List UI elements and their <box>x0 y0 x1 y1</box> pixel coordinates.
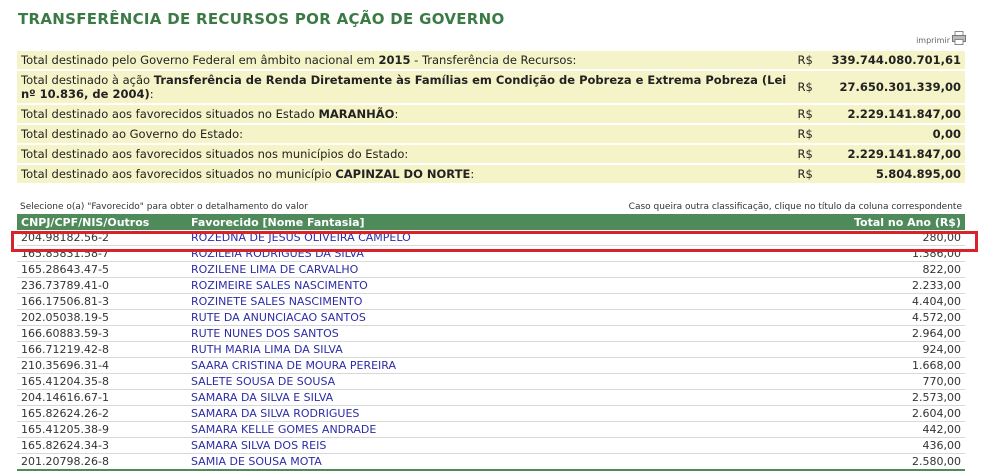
summary-label-text: : <box>470 167 475 181</box>
summary-label-text: Total destinado pelo Governo Federal em âmbito nacional em <box>21 53 379 67</box>
cell-total: 280,00 <box>704 230 965 246</box>
table-row[interactable] <box>17 358 965 374</box>
summary-table <box>17 49 965 185</box>
cell-id: 202.05038.19-5 <box>17 310 187 326</box>
cell-total: 2.233,00 <box>704 278 965 294</box>
beneficiary-link[interactable]: SAMARA KELLE GOMES ANDRADE <box>191 423 377 436</box>
summary-currency: R$ <box>794 165 828 183</box>
cell-name <box>187 342 704 358</box>
cell-id: 165.41205.38-9 <box>17 422 187 438</box>
table-row[interactable] <box>17 406 965 422</box>
cell-total: 1.668,00 <box>704 358 965 374</box>
cell-id: 165.82624.26-2 <box>17 406 187 422</box>
summary-row <box>17 105 965 123</box>
column-header-name[interactable]: Favorecido [Nome Fantasia] <box>187 214 704 230</box>
page-title: TRANSFERÊNCIA DE RECURSOS POR AÇÃO DE GOVERNO <box>18 10 505 28</box>
beneficiary-link[interactable]: SALETE SOUSA DE SOUSA <box>191 375 336 388</box>
summary-value: 2.229.141.847,00 <box>828 145 966 163</box>
cell-total: 4.572,00 <box>704 310 965 326</box>
table-row[interactable] <box>17 310 965 326</box>
summary-label <box>17 165 794 183</box>
cell-id: 201.20798.26-8 <box>17 454 187 471</box>
printer-icon <box>952 31 966 45</box>
table-row[interactable] <box>17 342 965 358</box>
table-row[interactable] <box>17 374 965 390</box>
cell-name <box>187 406 704 422</box>
sort-hint: Caso queira outra classificação, clique no título da coluna correspondente <box>628 202 962 212</box>
cell-id: 204.98182.56-2 <box>17 230 187 246</box>
summary-label <box>17 51 794 69</box>
beneficiaries-table <box>17 214 965 471</box>
cell-name <box>187 262 704 278</box>
summary-label-text: Total destinado aos favorecidos situados no município <box>21 167 336 181</box>
cell-id: 166.71219.42-8 <box>17 342 187 358</box>
summary-value: 339.744.080.701,61 <box>828 51 966 69</box>
cell-id: 165.85831.58-7 <box>17 246 187 262</box>
beneficiary-link[interactable]: ROZILENE LIMA DE CARVALHO <box>191 263 359 276</box>
summary-label-emphasis: CAPINZAL DO NORTE <box>335 167 471 181</box>
print-button[interactable] <box>916 31 966 45</box>
cell-id: 165.82624.34-3 <box>17 438 187 454</box>
cell-total: 822,00 <box>704 262 965 278</box>
select-hint: Selecione o(a) "Favorecido" para obter o detalhamento do valor <box>20 202 308 212</box>
cell-name <box>187 294 704 310</box>
summary-label <box>17 71 794 103</box>
cell-total: 924,00 <box>704 342 965 358</box>
summary-currency: R$ <box>794 125 828 143</box>
beneficiary-link[interactable]: RUTE DA ANUNCIACAO SANTOS <box>191 311 366 324</box>
table-header-row <box>17 214 965 230</box>
summary-currency: R$ <box>794 71 828 103</box>
cell-total: 2.580,00 <box>704 454 965 471</box>
summary-value: 5.804.895,00 <box>828 165 966 183</box>
table-row[interactable] <box>17 230 965 246</box>
beneficiary-link[interactable]: SAMARA DA SILVA RODRIGUES <box>191 407 360 420</box>
cell-total: 4.404,00 <box>704 294 965 310</box>
beneficiary-link[interactable]: SAMIA DE SOUSA MOTA <box>191 455 322 468</box>
cell-name <box>187 278 704 294</box>
summary-label-text: Total destinado aos favorecidos situados no Estado <box>21 107 319 121</box>
cell-total: 1.386,00 <box>704 246 965 262</box>
cell-id: 166.17506.81-3 <box>17 294 187 310</box>
table-row[interactable] <box>17 438 965 454</box>
summary-label-text: Total destinado à ação <box>21 73 154 87</box>
summary-label <box>17 145 794 163</box>
beneficiary-link[interactable]: SAMARA DA SILVA E SILVA <box>191 391 334 404</box>
cell-id: 210.35696.31-4 <box>17 358 187 374</box>
summary-label-text: Total destinado aos favorecidos situados nos municípios do Estado: <box>21 147 409 161</box>
summary-row <box>17 125 965 143</box>
summary-currency: R$ <box>794 145 828 163</box>
cell-total: 442,00 <box>704 422 965 438</box>
summary-label-text: : <box>394 107 399 121</box>
cell-name <box>187 358 704 374</box>
summary-value: 27.650.301.339,00 <box>828 71 966 103</box>
print-label: imprimir <box>916 36 950 45</box>
table-row[interactable] <box>17 390 965 406</box>
table-row[interactable] <box>17 454 965 471</box>
cell-id: 165.41204.35-8 <box>17 374 187 390</box>
summary-value: 0,00 <box>828 125 966 143</box>
table-row[interactable] <box>17 278 965 294</box>
cell-name <box>187 438 704 454</box>
column-header-total[interactable]: Total no Ano (R$) <box>704 214 965 230</box>
cell-name <box>187 454 704 471</box>
beneficiary-link[interactable]: ROZIMEIRE SALES NASCIMENTO <box>191 279 368 292</box>
summary-label-text: : <box>149 87 154 101</box>
beneficiary-link[interactable]: RUTE NUNES DOS SANTOS <box>191 327 339 340</box>
cell-id: 236.73789.41-0 <box>17 278 187 294</box>
table-row[interactable] <box>17 262 965 278</box>
cell-name <box>187 230 704 246</box>
cell-name <box>187 422 704 438</box>
cell-id: 204.14616.67-1 <box>17 390 187 406</box>
cell-id: 165.28643.47-5 <box>17 262 187 278</box>
summary-row <box>17 71 965 103</box>
cell-name <box>187 246 704 262</box>
beneficiary-link[interactable]: SAMARA SILVA DOS REIS <box>191 439 327 452</box>
summary-label-emphasis: 2015 <box>378 53 411 67</box>
cell-name <box>187 326 704 342</box>
summary-label-emphasis: MARANHÃO <box>318 107 395 121</box>
beneficiary-link[interactable]: SAARA CRISTINA DE MOURA PEREIRA <box>191 359 397 372</box>
cell-name <box>187 390 704 406</box>
table-row[interactable] <box>17 422 965 438</box>
cell-total: 2.604,00 <box>704 406 965 422</box>
cell-total: 2.573,00 <box>704 390 965 406</box>
table-row[interactable] <box>17 326 965 342</box>
summary-value: 2.229.141.847,00 <box>828 105 966 123</box>
cell-name <box>187 374 704 390</box>
summary-currency: R$ <box>794 105 828 123</box>
table-row[interactable] <box>17 246 965 262</box>
table-row[interactable] <box>17 294 965 310</box>
summary-label-text: Total destinado ao Governo do Estado: <box>21 127 243 141</box>
cell-total: 436,00 <box>704 438 965 454</box>
summary-currency: R$ <box>794 51 828 69</box>
beneficiary-link[interactable]: ROZEDNA DE JESUS OLIVEIRA CAMPELO <box>191 231 411 244</box>
cell-name <box>187 310 704 326</box>
beneficiary-link[interactable]: RUTH MARIA LIMA DA SILVA <box>191 343 343 356</box>
summary-label <box>17 105 794 123</box>
summary-row <box>17 51 965 69</box>
cell-total: 770,00 <box>704 374 965 390</box>
cell-id: 166.60883.59-3 <box>17 326 187 342</box>
beneficiary-link[interactable]: ROZILEIA RODRIGUES DA SILVA <box>191 247 364 260</box>
summary-row <box>17 145 965 163</box>
column-header-id[interactable]: CNPJ/CPF/NIS/Outros <box>17 214 187 230</box>
summary-label-emphasis: Transferência de Renda Diretamente às Famílias em Condição de Pobreza e Extrema Pobreza (Lei nº 10.836, de 2004) <box>21 73 787 101</box>
summary-row <box>17 165 965 183</box>
summary-label <box>17 125 794 143</box>
cell-total: 2.964,00 <box>704 326 965 342</box>
summary-label-text: - Transferência de Recursos: <box>410 53 577 67</box>
beneficiary-link[interactable]: ROZINETE SALES NASCIMENTO <box>191 295 363 308</box>
